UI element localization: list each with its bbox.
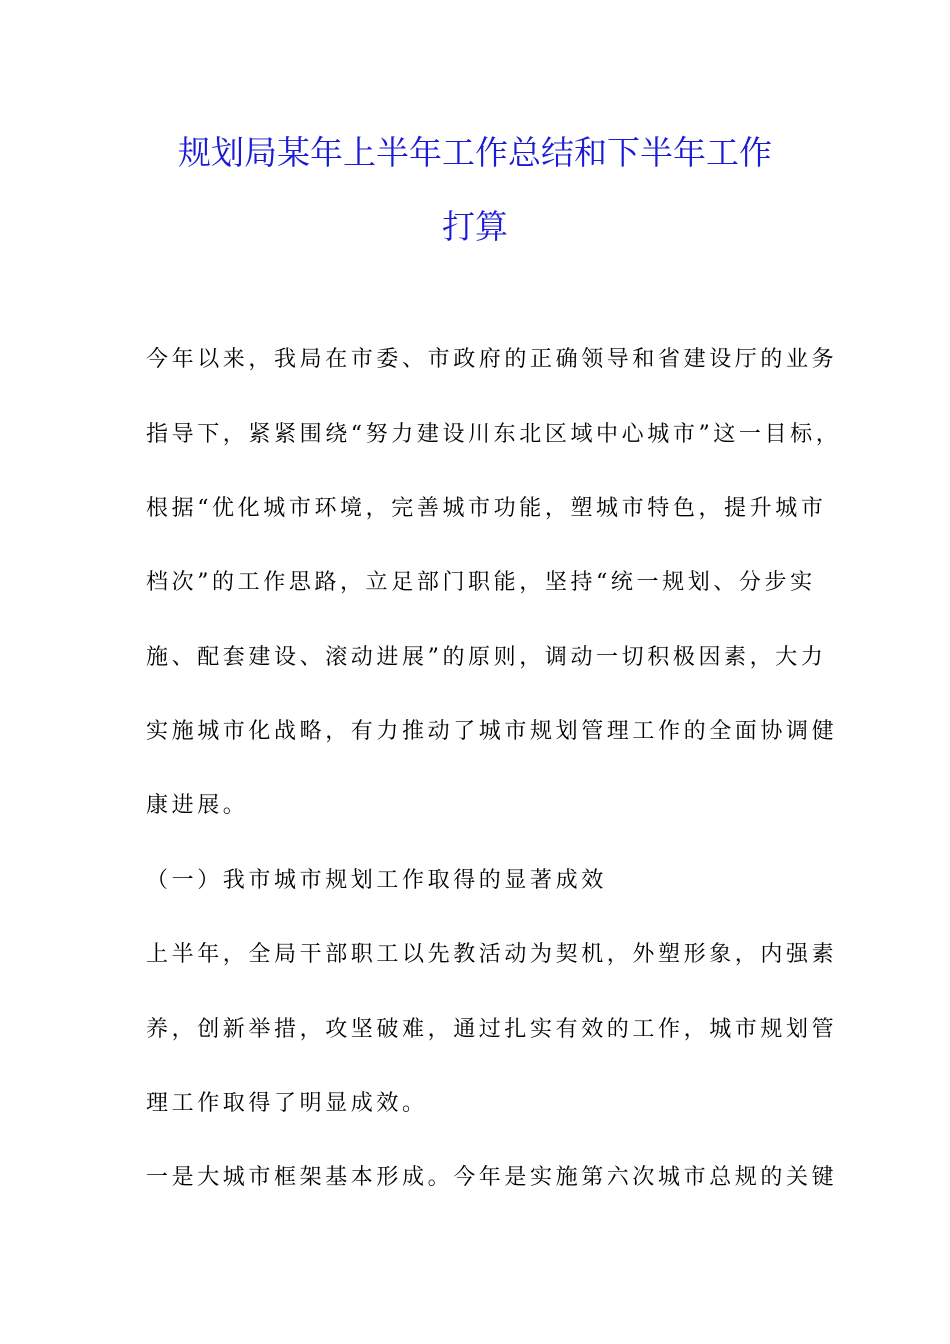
paragraph-line: 今年以来，我局在市委、市政府的正确领导和省建设厅的业务 (146, 347, 838, 372)
document-title-line-1: 规划局某年上半年工作总结和下半年工作 (178, 133, 772, 172)
paragraph-line: 档次”的工作思路，立足部门职能，坚持“统一规划、分步实 (146, 570, 816, 595)
paragraph-line: 根据“优化城市环境，完善城市功能，塑城市特色，提升城市 (146, 496, 827, 521)
paragraph-line: 指导下，紧紧围绕“努力建设川东北区域中心城市”这一目标， (146, 422, 842, 447)
section-heading: （一）我市城市规划工作取得的显著成效 (146, 868, 607, 893)
paragraph-line: 施、配套建设、滚动进展”的原则，调动一切积极因素，大力 (146, 645, 827, 670)
paragraph-line: 上半年，全局干部职工以先教活动为契机，外塑形象，内强素 (146, 942, 838, 967)
document-title-line-2: 打算 (442, 207, 508, 246)
paragraph-line: 养，创新举措，攻坚破难，通过扎实有效的工作，城市规划管 (146, 1017, 838, 1042)
paragraph-line: 一是大城市框架基本形成。今年是实施第六次城市总规的关键 (146, 1165, 838, 1190)
paragraph-line: 康进展。 (146, 793, 249, 818)
paragraph-line: 实施城市化战略，有力推动了城市规划管理工作的全面协调健 (146, 719, 838, 744)
paragraph-line: 理工作取得了明显成效。 (146, 1091, 428, 1116)
